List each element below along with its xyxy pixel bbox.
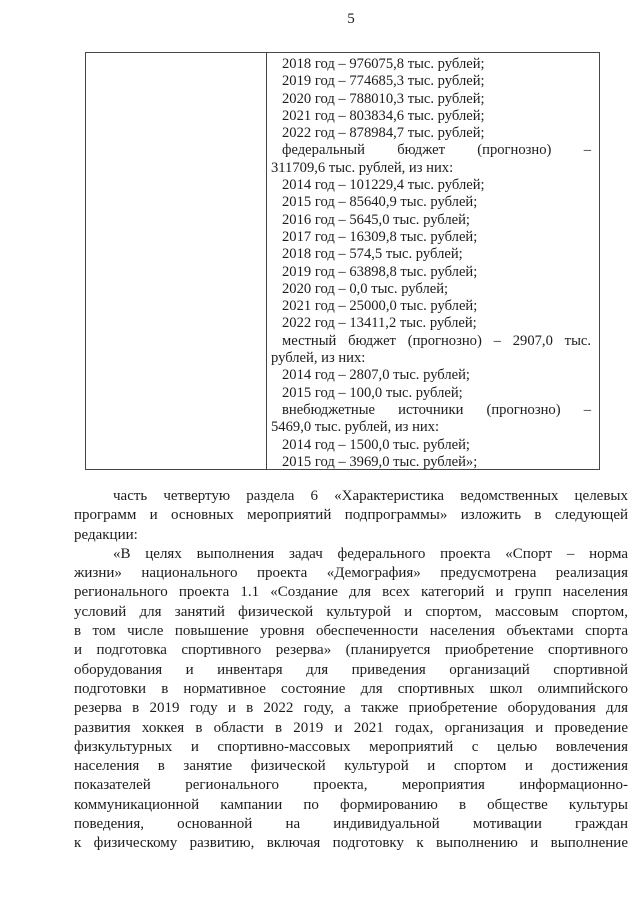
budget-table-line: 2014 год – 1500,0 тыс. рублей; bbox=[282, 436, 470, 453]
body-text-line: часть четвертую раздела 6 «Характеристика ведомственных целевых bbox=[113, 488, 628, 504]
budget-table-line: 5469,0 тыс. рублей, из них: bbox=[271, 419, 440, 436]
body-text bbox=[74, 487, 628, 854]
budget-table-line: 2021 год – 25000,0 тыс. рублей; bbox=[282, 298, 478, 315]
budget-table-line: 2015 год – 100,0 тыс. рублей; bbox=[282, 384, 463, 401]
budget-table-line: 2020 год – 0,0 тыс. рублей; bbox=[282, 280, 449, 297]
budget-table-line: 2014 год – 2807,0 тыс. рублей; bbox=[282, 367, 470, 384]
budget-table-line: 2015 год – 85640,9 тыс. рублей; bbox=[282, 194, 478, 211]
budget-table-line: местный бюджет (прогнозно) – 2907,0 тыс. bbox=[282, 332, 591, 349]
body-text-line: в том числе повышение уровня обеспеченности населения объектами спорта bbox=[74, 623, 628, 640]
budget-table-left-cell bbox=[86, 53, 267, 469]
body-text-line: и подготовка спортивного резерва» (планируется приобретение спортивного bbox=[74, 642, 628, 659]
budget-table-line: 2014 год – 101229,4 тыс. рублей; bbox=[282, 177, 485, 194]
budget-table bbox=[85, 52, 600, 470]
budget-table-line: 2019 год – 774685,3 тыс. рублей; bbox=[282, 73, 485, 90]
body-text-line: населения в занятие физической культурой и спортом и достижения bbox=[74, 758, 628, 775]
budget-table-line: 2019 год – 63898,8 тыс. рублей; bbox=[282, 263, 478, 280]
page-number: 5 bbox=[347, 11, 355, 27]
budget-table-line: 2017 год – 16309,8 тыс. рублей; bbox=[282, 228, 478, 245]
budget-table-line: федеральный бюджет (прогнозно) – bbox=[282, 142, 591, 159]
body-text-line: показателей регионального проекта, мероприятия информационно- bbox=[74, 777, 628, 794]
body-text-line: оборудования и инвентаря для приведения организаций спортивной bbox=[74, 661, 628, 678]
budget-table-line: 2022 год – 878984,7 тыс. рублей; bbox=[282, 125, 485, 142]
body-text-line: физкультурных и спортивно-массовых мероприятий с целью вовлечения bbox=[74, 738, 628, 755]
body-text-line: подготовки в нормативное состояние для спортивных школ олимпийского bbox=[74, 680, 628, 697]
budget-table-line: 311709,6 тыс. рублей, из них: bbox=[271, 159, 454, 176]
budget-table-line: 2016 год – 5645,0 тыс. рублей; bbox=[282, 211, 470, 228]
budget-table-line: рублей, из них: bbox=[271, 350, 366, 367]
budget-table-line: 2018 год – 574,5 тыс. рублей; bbox=[282, 246, 463, 263]
body-text-line: жизни» национального проекта «Демография» предусмотрена реализация bbox=[74, 565, 628, 582]
body-text-line: резерва в 2019 году и в 2022 году, а также приобретение оборудования для bbox=[74, 700, 628, 717]
body-text-line: развития хоккея в области в 2019 и 2021 годах, организация и проведение bbox=[74, 719, 628, 736]
budget-table-line: 2020 год – 788010,3 тыс. рублей; bbox=[282, 90, 485, 107]
body-text-line: к физическому развитию, включая подготовку к выполнению и выполнение bbox=[74, 835, 628, 852]
body-text-line: редакции: bbox=[74, 526, 138, 543]
body-text-line: программ и основных мероприятий подпрограммы» изложить в следующей bbox=[74, 507, 628, 524]
budget-table-line: 2018 год – 976075,8 тыс. рублей; bbox=[282, 56, 485, 72]
body-text-line: «В целях выполнения задач федерального проекта «Спорт – норма bbox=[113, 545, 628, 562]
body-text-line: поведения, основанной на индивидуальной мотивации граждан bbox=[74, 816, 628, 833]
body-text-line: коммуникационной кампании по формированию в обществе культуры bbox=[74, 796, 628, 813]
budget-table-line: 2021 год – 803834,6 тыс. рублей; bbox=[282, 107, 485, 124]
body-text-line: регионального проекта 1.1 «Создание для всех категорий и групп населения bbox=[74, 584, 628, 601]
budget-table-line: 2015 год – 3969,0 тыс. рублей»; bbox=[282, 453, 478, 469]
budget-table-right-cell bbox=[267, 53, 599, 469]
body-text-line: условий для занятий физической культурой и спортом, массовым спортом, bbox=[74, 603, 628, 620]
budget-table-line: внебюджетные источники (прогнозно) – bbox=[282, 401, 591, 418]
budget-table-line: 2022 год – 13411,2 тыс. рублей; bbox=[282, 315, 477, 332]
